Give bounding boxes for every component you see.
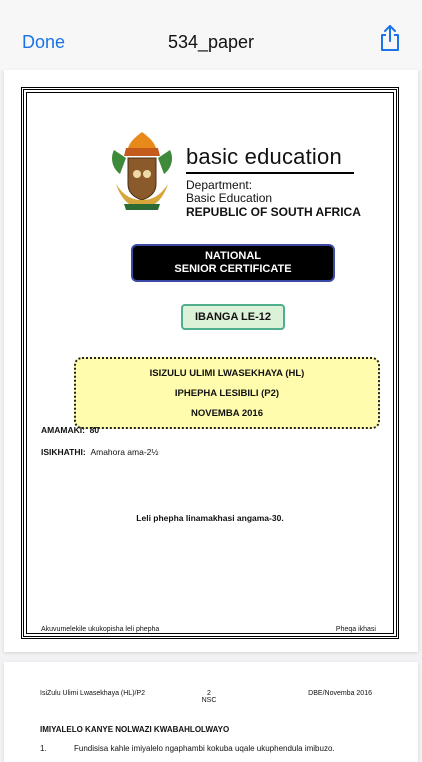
time-row: [41, 447, 158, 457]
brand-rule: [186, 172, 354, 174]
marks-value: 80: [89, 425, 100, 435]
document-page-1: [4, 70, 418, 652]
nsc-line2: SENIOR CERTIFICATE: [174, 263, 292, 275]
marks-label: AMAMAKI:: [41, 425, 85, 435]
marks-row: [41, 425, 99, 435]
nsc-banner: [131, 244, 335, 282]
department-line1: Department:: [186, 177, 253, 192]
cover-frame: [21, 87, 399, 639]
instructions-heading: IMIYALELO KANYE NOLWAZI KWABAHLOLWAYO: [40, 725, 230, 734]
done-button[interactable]: Done: [22, 32, 66, 52]
page2-header-right: DBE/Novemba 2016: [308, 690, 372, 697]
page-number: 2: [207, 690, 211, 697]
share-icon[interactable]: [378, 24, 402, 52]
department-branding: [186, 144, 361, 219]
document-page-2: [4, 662, 418, 762]
brand-name: basic education: [186, 144, 342, 169]
page-count-note: Leli phepha linamakhasi angama-30.: [136, 513, 284, 523]
country-name: REPUBLIC OF SOUTH AFRICA: [186, 204, 361, 219]
instruction-number: 1.: [40, 744, 47, 753]
subject-line3: NOVEMBA 2016: [191, 407, 263, 419]
grade-badge: IBANGA LE-12: [181, 304, 285, 330]
header-nsc: NSC: [201, 697, 217, 704]
turn-page-note: Pheqa ikhasi: [335, 626, 376, 633]
copy-notice: Akuvumelekile ukukopisha leli phepha: [41, 626, 160, 633]
subject-line2: IPHEPHA LESIBILI (P2): [174, 387, 280, 399]
time-label: ISIKHATHI:: [41, 447, 86, 457]
subject-box: [74, 357, 380, 429]
navigation-bar: [0, 0, 422, 70]
page2-header-center: [194, 690, 224, 704]
nsc-line1: NATIONAL: [204, 250, 261, 262]
coat-of-arms-logo: [104, 128, 180, 214]
department-line2: Basic Education: [186, 190, 273, 205]
page2-header-left: IsiZulu Ulimi Lwasekhaya (HL)/P2: [40, 690, 146, 697]
subject-line1: ISIZULU ULIMI LWASEKHAYA (HL): [149, 367, 305, 379]
instruction-text: Fundisisa kahle imiyalelo ngaphambi kokuba uqale ukuphendula imibuzo.: [74, 744, 335, 753]
time-value: Amahora ama-2½: [90, 447, 159, 457]
document-title: 534_paper: [167, 32, 255, 52]
